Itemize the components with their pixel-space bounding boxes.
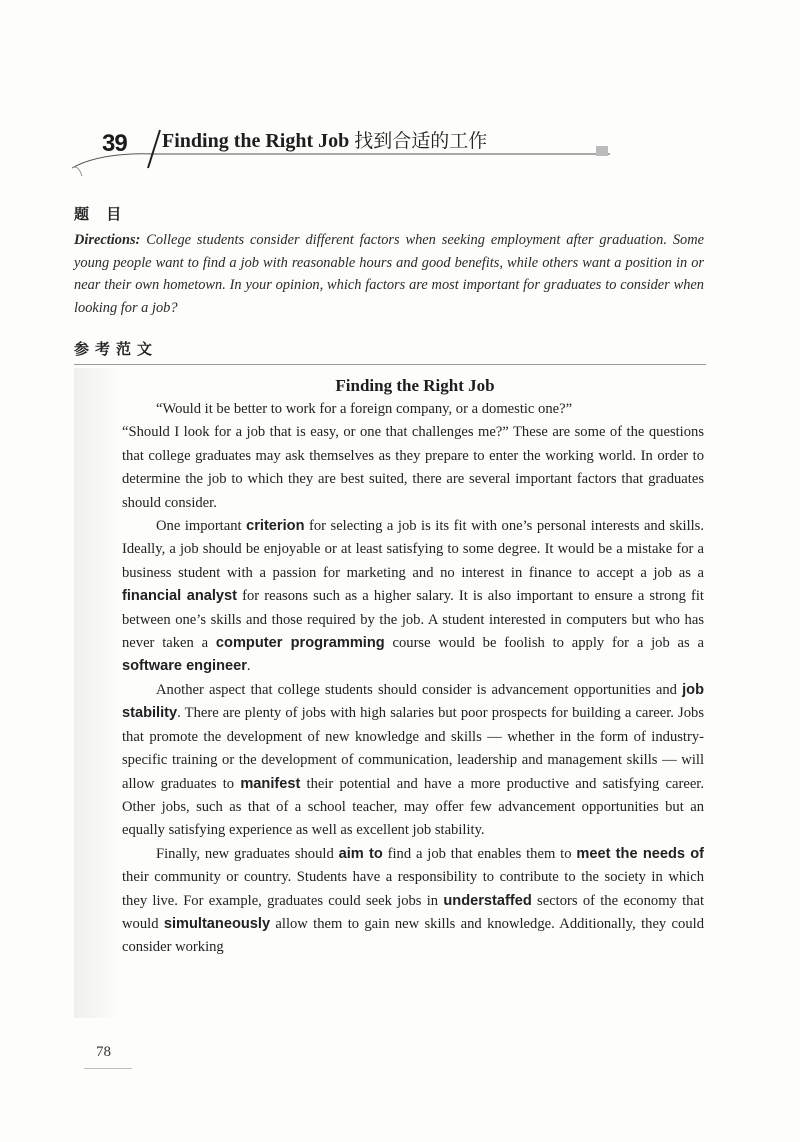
essay-text: One important xyxy=(156,518,247,535)
keyword: understaffed xyxy=(443,892,532,909)
essay-text: “Should I look for a job that is easy, or one that challenges me?” These are some of the questions that college graduates may ask themselves as they prepare to enter the working world. In order to determine the job to which they are best suited, there are several important factors that graduates should consider. xyxy=(122,424,704,511)
essay-text: . xyxy=(246,658,251,675)
essay-text: their community or country. Students have a responsibility to contribute to the society in which they live. For example, graduates could seek jobs in xyxy=(122,869,704,909)
essay-text: their potential and have a more productive and satisfying career. Other jobs, such as that of a school teacher, may offer few advancement opportunities but an equally satisfying experience as well as excellent job stability. xyxy=(122,775,705,839)
page-number: 78 xyxy=(96,1044,111,1060)
directions-text: College students consider different factors when seeking employment after graduation. Some young people want to find a job with reasonable hours and good benefits, while others want a position in or near their own hometown. In your opinion, which factors are most important for graduates to consider when looking for a job? xyxy=(74,232,704,316)
chapter-title-zh: 找到合适的工作 xyxy=(354,130,488,152)
sample-heading: 参考范文 xyxy=(74,340,159,358)
chapter-number: 39 xyxy=(102,130,127,157)
essay-text: . There are plenty of jobs with high salaries but poor prospects for building a career. Jobs that promote the development of new knowledge and skills — whether in the form of industry-specific training or the development of communication, leadership and management skills — will allow graduates to xyxy=(122,705,704,792)
chapter-title xyxy=(162,126,487,153)
chapter-header xyxy=(70,118,630,178)
margin-shading xyxy=(74,368,116,1018)
page-number-rule xyxy=(84,1068,132,1069)
essay-body xyxy=(122,398,704,960)
keyword: computer programming xyxy=(215,635,385,652)
prompt-heading: 题 目 xyxy=(74,205,128,223)
essay-text: Finally, new graduates should xyxy=(156,845,339,862)
keyword: manifest xyxy=(240,775,301,792)
keyword: aim to xyxy=(338,845,383,862)
essay-text: for reasons such as a higher salary. It is also important to ensure a strong fit between one’s skills and those required by the job. A student interested in computers but who has never taken a xyxy=(122,588,704,652)
essay-text: find a job that enables them to xyxy=(382,845,577,862)
essay-paragraph xyxy=(122,421,704,515)
essay-text: sectors of the economy that would xyxy=(122,892,704,932)
keyword: meet the needs of xyxy=(576,845,705,862)
essay-paragraph xyxy=(122,843,704,960)
essay-text: for selecting a job is its fit with one’s personal interests and skills. Ideally, a job should be enjoyable or at least satisfying to some degree. It would be a mistake for a business student with a passion for marketing and no interest in finance to accept a job as a xyxy=(122,518,705,581)
keyword: financial analyst xyxy=(122,588,238,605)
essay-paragraph xyxy=(122,515,704,679)
keyword: criterion xyxy=(246,518,305,535)
directions-label: Directions: xyxy=(74,232,141,248)
essay-paragraph xyxy=(122,679,704,843)
section-divider xyxy=(74,364,706,365)
keyword: software engineer xyxy=(122,658,247,675)
essay-text: course would be foolish to apply for a job as a xyxy=(384,635,704,652)
keyword: simultaneously xyxy=(163,915,271,932)
essay-title: Finding the Right Job xyxy=(335,376,495,395)
essay-text: Another aspect that college students should consider is advancement opportunities and xyxy=(156,681,683,698)
essay-text: “Would it be better to work for a foreign company, or a domestic one?” xyxy=(156,401,573,417)
essay-text: allow them to gain new skills and knowledge. Additionally, they could consider working xyxy=(122,915,704,956)
directions-paragraph xyxy=(74,229,704,319)
essay-paragraph xyxy=(122,398,704,421)
chapter-title-en: Finding the Right Job xyxy=(162,130,350,152)
keyword: job stability xyxy=(122,681,704,722)
